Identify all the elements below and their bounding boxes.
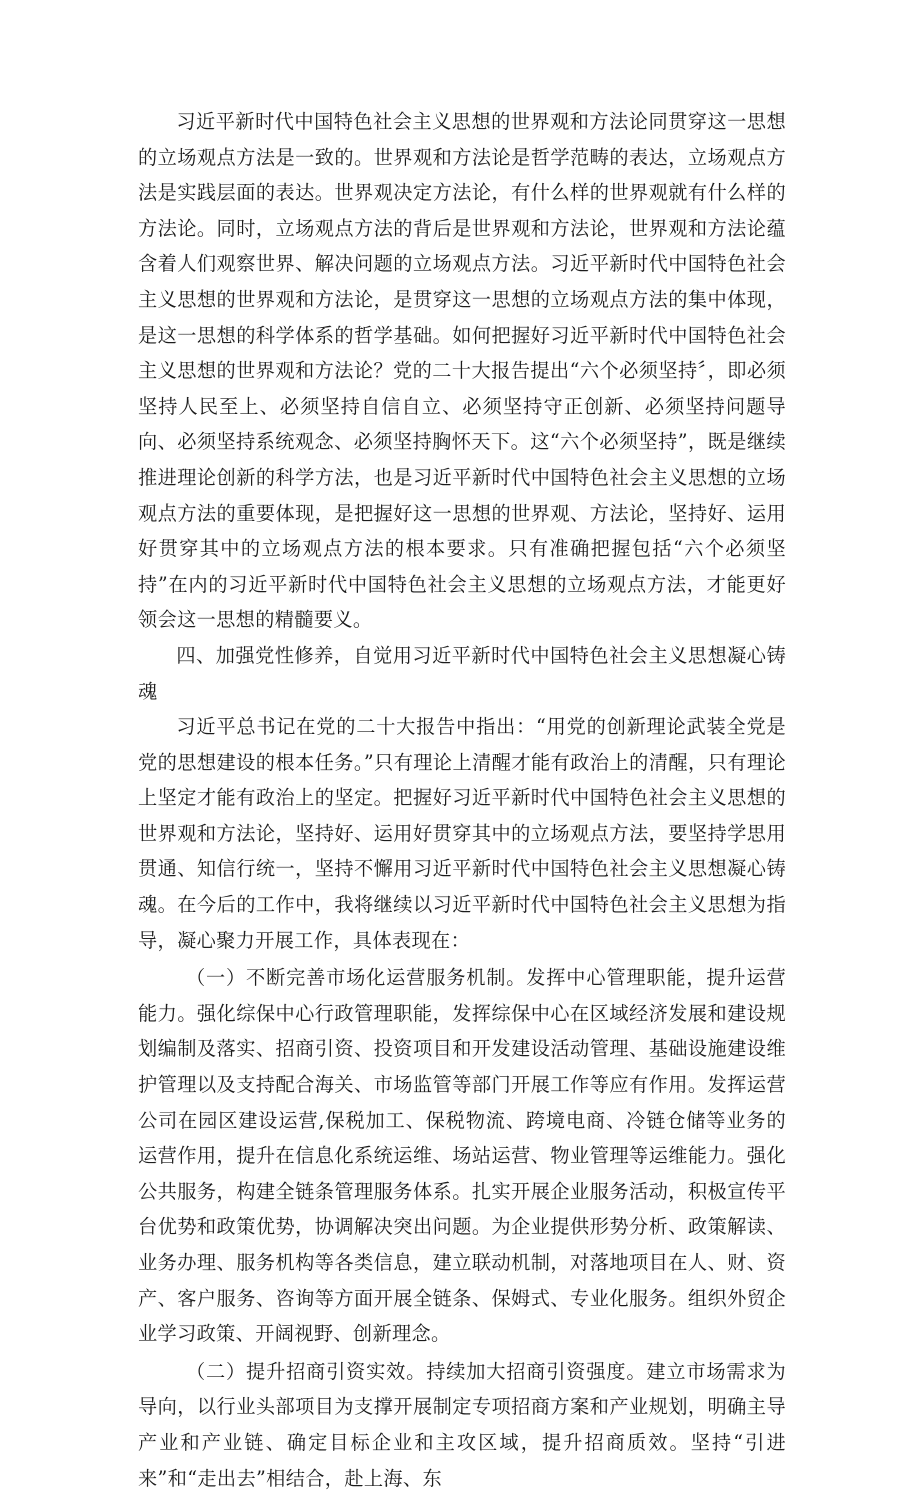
paragraph-worldview-methodology: 习近平新时代中国特色社会主义思想的世界观和方法论同贯穿这一思想的立场观点方法是一致的。世界观和方法论是哲学范畴的表达，立场观点方法是实践层面的表达。世界观决定方法论，有什么样的世界观就有什么样的方法论。同时，立场观点方法的背后是世界观和方法论，世界观和方法论蕴含着人们观察世界、解决问题的立场观点方法。习近平新时代中国特色社会主义思想的世界观和方法论，是贯穿这一思想的立场观点方法的集中体现，是这一思想的科学体系的哲学基础。如何把握好习近平新时代中国特色社会主义思想的世界观和方法论？党的二十大报告提出“六个必须坚持〞，即必须坚持人民至上、必须坚持自信自立、必须坚持守正创新、必须坚持问题导向、必须坚持系统观念、必须坚持胸怀天下。这“六个必须坚持”，既是继续推进理论创新的科学方法，也是习近平新时代中国特色社会主义思想的立场观点方法的重要体现，是把握好这一思想的世界观、方法论，坚持好、运用好贯穿其中的立场观点方法的根本要求。只有准确把握包括“六个必须坚持”在内的习近平新时代中国特色社会主义思想的立场观点方法，才能更好领会这一思想的精髓要义。: [138, 110, 786, 632]
paragraph-party-report: 习近平总书记在党的二十大报告中指出：“用党的创新理论武装全党是党的思想建设的根本任务。”只有理论上清醒才能有政治上的清醒，只有理论上坚定才能有政治上的坚定。把握好习近平新时代中国特色社会主义思想的世界观和方法论，坚持好、运用好贯穿其中的立场观点方法，要坚持学思用贯通、知信行统一，坚持不懈用习近平新时代中国特色社会主义思想凝心铸魂。在今后的工作中，我将继续以习近平新时代中国特色社会主义思想为指导，凝心聚力开展工作，具体表现在：: [138, 715, 786, 952]
document-body: [138, 104, 786, 1496]
paragraph-item-one: （一）不断完善市场化运营服务机制。发挥中心管理职能，提升运营能力。强化综保中心行政管理职能，发挥综保中心在区域经济发展和建设规划编制及落实、招商引资、投资项目和开发建设活动管理、基础设施建设维护管理以及支持配合海关、市场监管等部门开展工作等应有作用。发挥运营公司在园区建设运营,保税加工、保税物流、跨境电商、冷链仓储等业务的运营作用，提升在信息化系统运维、场站运营、物业管理等运维能力。强化公共服务，构建全链条管理服务体系。扎实开展企业服务活动，积极宣传平台优势和政策优势，协调解决突出问题。为企业提供形势分析、政策解读、业务办理、服务机构等各类信息，建立联动机制，对落地项目在人、财、资产、客户服务、咨询等方面开展全链条、保姆式、专业化服务。组织外贸企业学习政策、开阔视野、创新理念。: [138, 966, 786, 1346]
section-heading-four: 四、加强党性修养，自觉用习近平新时代中国特色社会主义思想凝心铸魂: [138, 643, 786, 703]
paragraph-item-two: （二）提升招商引资实效。持续加大招商引资强度。建立市场需求为导向，以行业头部项目为支撑开展制定专项招商方案和产业规划，明确主导产业和产业链、确定目标企业和主攻区域，提升招商质效。坚持“引进来”和“走出去”相结合，赴上海、东: [138, 1359, 786, 1490]
